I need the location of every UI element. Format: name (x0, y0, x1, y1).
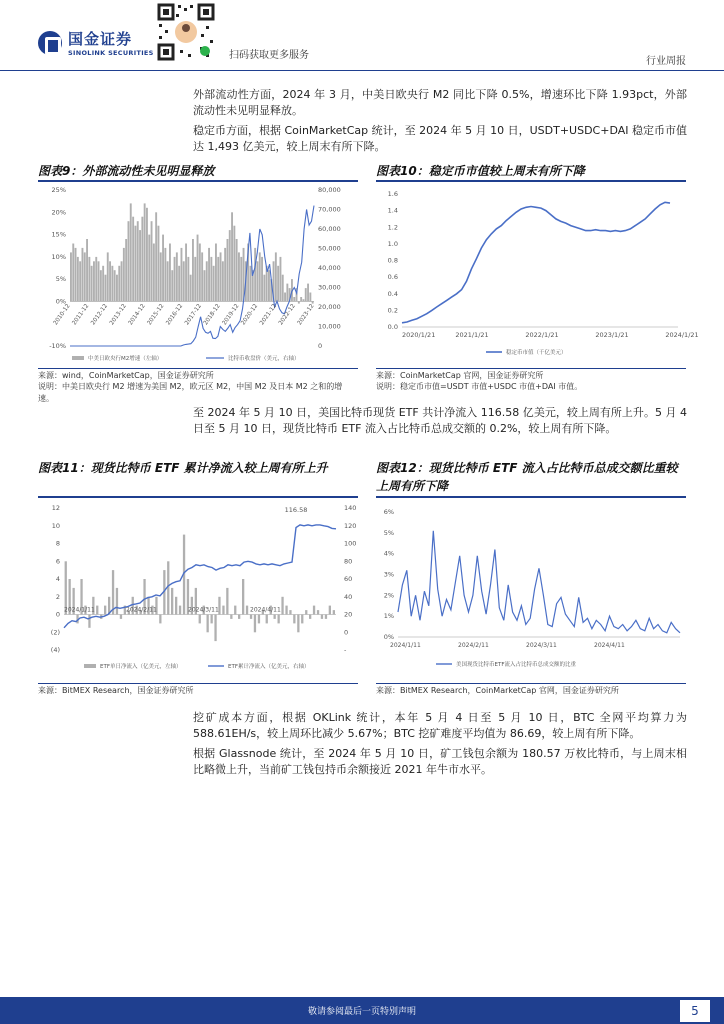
fig11-daily-bar (297, 615, 299, 633)
fig11-daily-bar (293, 615, 295, 624)
fig9-m2-bar (121, 261, 123, 301)
fig9-m2-bar (199, 244, 201, 302)
paragraph-etf: 至 2024 年 5 月 10 日，美国比特币现货 ETF 共计净流入 116.58 亿美元，较上周有所上升。5 月 4 日至 5 月 10 日，现货比特币 ETF 流入占比特币总成交额的 0.2%，较上周有所下降。 (193, 406, 687, 435)
fig9-y-right-tick: 10,000 (318, 322, 341, 331)
fig9-m2-bar (210, 257, 212, 302)
fig9-y-left-tick: 0% (55, 297, 66, 306)
fig12-y-tick: 3% (383, 570, 394, 579)
fig9-m2-bar (109, 261, 111, 301)
fig11-legend-cumulative: ETF累计净流入（亿美元，右轴） (228, 664, 310, 670)
fig11-legend-daily: ETF单日净流入（亿美元，左轴） (100, 664, 182, 670)
fig12-y-tick: 6% (383, 508, 394, 516)
fig11-daily-bar (104, 606, 106, 615)
fig9-m2-bar (194, 257, 196, 302)
fig9-m2-bar (72, 244, 74, 302)
fig9-m2-bar (300, 297, 302, 302)
fig11-daily-bar (266, 615, 268, 624)
fig10-y-tick: 0.0 (387, 323, 398, 331)
fig11-daily-bar (175, 597, 177, 615)
fig11-daily-bar (278, 615, 280, 624)
logo-text-cn: 国金证券 (68, 30, 133, 48)
fig9-x-tick: 2022-12 (278, 303, 297, 327)
fig9-m2-bar (111, 266, 113, 302)
fig11-daily-bar (238, 615, 240, 619)
fig10-note: 说明：稳定币市值=USDT 市值+USDC 市值+DAI 市值。 (376, 382, 583, 391)
fig11-daily-bar (301, 615, 303, 624)
fig11-daily-bar (242, 579, 244, 615)
fig9-top-rule (38, 180, 358, 182)
fig9-bottom-rule (38, 368, 358, 369)
fig11-daily-bar (230, 615, 232, 619)
fig11-bottom-rule (38, 683, 358, 684)
fig11-daily-bar (226, 588, 228, 615)
fig9-y-left-tick: 5% (55, 275, 66, 284)
fig11-y-right-tick: 40 (344, 592, 353, 601)
paragraph-stablecoin: 稳定币方面，根据 CoinMarketCap 统计，至 2024 年 5 月 10 日，USDT+USDC+DAI 稳定币市值达 1,493 亿美元，较上周末有所下降。 (193, 124, 687, 153)
fig9-y-right-tick: 60,000 (318, 225, 341, 233)
logo-text-en: SINOLINK SECURITIES (68, 49, 154, 57)
fig9-m2-bar (185, 244, 187, 302)
fig9-m2-bar (181, 248, 183, 302)
fig11-daily-bar (321, 615, 323, 619)
fig9-m2-bar (162, 235, 164, 302)
fig12-bottom-rule (376, 683, 686, 684)
fig9-m2-bar (84, 252, 86, 301)
fig9-m2-bar (231, 212, 233, 301)
fig9-m2-bar (280, 257, 282, 302)
fig11-daily-bar (96, 606, 98, 615)
fig9-m2-bar (151, 221, 153, 301)
fig9-source: 来源：wind，CoinMarketCap，国金证券研究所 (38, 371, 214, 380)
fig9-m2-bar (155, 212, 157, 301)
fig12-x-tick: 2024/2/11 (458, 642, 489, 649)
fig10-stablecoin-line (402, 202, 670, 322)
paragraph-glassnode: 根据 Glassnode 统计，至 2024 年 5 月 10 日，矿工钱包余额为 180.57 万枚比特币，与上周末相比略微上升，当前矿工钱包持币余额接近 2021 年牛市水平。 (193, 747, 687, 776)
fig10-x-tick: 2020/1/21 (402, 331, 436, 339)
fig9-x-tick: 2023-12 (296, 303, 316, 327)
fig9-m2-bar (141, 217, 143, 302)
fig9-m2-bar (137, 221, 139, 301)
fig9-x-tick: 2017-12 (184, 303, 204, 327)
fig10-bottom-rule (376, 368, 686, 369)
fig9-m2-bar (82, 248, 84, 302)
fig9-x-tick: 2014-12 (127, 303, 147, 327)
fig9-note: 说明：中美日欧央行 M2 增速为美国 M2，欧元区 M2，中国 M2 及日本 M2 之和的增速。 (38, 382, 343, 403)
fig9-m2-bar (174, 257, 176, 302)
fig9-m2-bar (75, 248, 77, 302)
fig9-m2-bar (88, 257, 90, 302)
fig9-m2-bar (107, 252, 109, 301)
fig9-x-tick: 2010-12 (52, 303, 72, 327)
fig9-m2-bar (93, 261, 95, 301)
fig10-y-tick: 0.6 (387, 273, 398, 282)
fig11-y-right-tick: 60 (344, 575, 353, 583)
fig9-m2-bar (98, 261, 100, 301)
fig9-m2-bar (227, 239, 229, 301)
fig11-daily-bar (246, 606, 248, 615)
report-category: 行业周报 (646, 56, 686, 67)
fig10-y-tick: 0.8 (387, 256, 398, 265)
fig9-y-right-tick: 30,000 (318, 283, 341, 292)
fig9-x-tick: 2016-12 (165, 303, 185, 327)
fig9-m2-bar (257, 261, 259, 301)
fig11-daily-bar (211, 615, 213, 624)
fig9-m2-bar (259, 252, 261, 301)
fig11-y-left-tick: 8 (55, 539, 60, 548)
fig11-y-left-tick: 6 (55, 557, 60, 566)
fig11-y-left-tick: 10 (51, 521, 60, 530)
sinolink-logo-icon (38, 31, 62, 55)
fig9-m2-bar (148, 235, 150, 302)
qr-code-icon[interactable] (156, 2, 216, 62)
fig11-y-right-tick: 100 (344, 539, 357, 548)
paragraph-mining: 挖矿成本方面，根据 OKLink 统计，本年 5 月 4 日至 5 月 10 日，BTC 全网平均算力为 588.61EH/s，较上周环比减少 5.67%；BTC 挖矿难度平均值为 86.69，较上周有所下降。 (193, 711, 687, 740)
fig10-x-tick: 2021/1/21 (455, 331, 489, 339)
fig12-y-tick: 2% (383, 591, 394, 600)
fig11-y-left-tick: 0 (55, 610, 60, 619)
fig11-daily-bar (254, 615, 256, 633)
fig9-m2-bar (217, 257, 219, 302)
fig12-top-rule (376, 496, 686, 498)
fig11-daily-bar (159, 615, 161, 624)
fig12-y-tick: 0% (383, 633, 394, 641)
fig11-daily-bar (179, 606, 181, 615)
fig11-daily-bar (120, 615, 122, 619)
fig9-m2-bar (130, 203, 132, 301)
fig9-m2-bar (164, 248, 166, 302)
fig9-m2-bar (91, 266, 93, 302)
paragraph-liquidity: 外部流动性方面，2024 年 3 月，中美日欧央行 M2 同比下降 0.5%，增速环比下降 1.93pct，外部流动性未见明显释放。 (193, 88, 687, 117)
fig11-source: 来源：BitMEX Research，国金证券研究所 (38, 686, 194, 695)
fig9-x-tick: 2019-12 (221, 303, 241, 327)
fig9-m2-bar (79, 261, 81, 301)
fig11-title: 图表11：现货比特币 ETF 累计净流入较上周有所上升 (38, 461, 328, 475)
fig10-x-tick: 2023/1/21 (595, 331, 629, 339)
fig11-daily-bar (214, 615, 216, 642)
fig12-title: 图表12：现货比特币 ETF 流入占比特币总成交额比重较上周有所下降 (376, 461, 678, 493)
fig11-y-left-tick: 2 (55, 592, 60, 601)
fig9-m2-bar (190, 275, 192, 302)
fig9-m2-bar (77, 257, 79, 302)
fig12-x-tick: 2024/1/11 (390, 642, 421, 649)
fig10-y-tick: 0.2 (387, 306, 398, 315)
fig10-x-tick: 2022/1/21 (525, 331, 559, 339)
fig9-m2-bar (192, 239, 194, 301)
fig9-m2-bar (277, 266, 279, 302)
fig9-m2-bar (146, 208, 148, 302)
fig9-m2-bar (206, 261, 208, 301)
fig9-m2-bar (197, 235, 199, 302)
fig11-x-tick: 2024/2/11 (126, 606, 157, 614)
fig9-m2-bar (250, 266, 252, 302)
fig9-legend-btc: 比特币收盘价（美元，右轴） (228, 356, 300, 362)
fig9-m2-bar (284, 293, 286, 302)
fig9-m2-bar (160, 252, 162, 301)
fig9-m2-bar (128, 221, 130, 301)
fig9-m2-bar (204, 270, 206, 301)
fig11-y-left-tick: (2) (50, 628, 60, 637)
fig9-chart (38, 184, 358, 366)
fig11-top-rule (38, 496, 358, 498)
fig10-source: 来源：CoinMarketCap 官网，国金证券研究所 (376, 371, 544, 380)
fig10-y-tick: 1.2 (387, 223, 398, 232)
fig11-daily-bar (317, 610, 319, 614)
fig12-y-tick: 4% (383, 549, 394, 558)
fig10-y-tick: 0.4 (387, 289, 398, 298)
fig9-m2-bar (240, 257, 242, 302)
fig11-daily-bar (305, 610, 307, 614)
fig9-m2-bar (118, 266, 120, 302)
fig9-m2-bar (201, 252, 203, 301)
fig11-daily-bar (289, 610, 291, 614)
fig9-y-right-tick: 50,000 (318, 244, 341, 253)
fig9-m2-bar (102, 266, 104, 302)
fig11-daily-bar (112, 570, 114, 614)
fig10-y-tick: 1.0 (387, 239, 398, 248)
fig9-m2-bar (261, 257, 263, 302)
fig11-y-right-tick: 0 (344, 628, 349, 637)
fig9-m2-bar (309, 293, 311, 302)
fig9-x-tick: 2018-12 (202, 303, 222, 327)
fig10-x-tick: 2024/1/21 (665, 331, 699, 339)
fig11-annotation: 116.58 (284, 506, 308, 514)
fig10-y-tick: 1.4 (387, 206, 398, 215)
fig9-m2-bar (158, 226, 160, 302)
fig9-m2-bar (153, 244, 155, 302)
fig11-daily-bar (281, 597, 283, 615)
fig12-y-tick: 5% (383, 528, 394, 537)
fig10-title: 图表10：稳定币市值较上周末有所下降 (376, 164, 585, 178)
fig9-m2-bar (238, 252, 240, 301)
fig12-chart (376, 500, 686, 682)
fig9-m2-bar (167, 261, 169, 301)
fig12-x-tick: 2024/4/11 (594, 642, 625, 649)
fig11-daily-bar (88, 615, 90, 628)
fig11-y-right-tick: 140 (344, 504, 357, 512)
fig11-legend-bar-swatch (84, 664, 96, 668)
fig9-y-left-tick: -10% (49, 342, 66, 350)
fig9-title: 图表9：外部流动性未见明显释放 (38, 164, 215, 178)
fig9-m2-bar (236, 239, 238, 301)
fig12-x-tick: 2024/3/11 (526, 642, 557, 649)
sinolink-logo (38, 28, 154, 57)
fig12-legend: 美国现货比特币ETF流入占比特币总成交额的比重 (456, 662, 576, 668)
fig11-y-left-tick: 12 (51, 504, 60, 512)
fig9-y-left-tick: 10% (51, 252, 66, 261)
fig9-x-tick: 2021-12 (259, 303, 279, 327)
fig12-share-line (398, 531, 680, 633)
fig9-x-tick: 2020-12 (240, 303, 260, 327)
fig9-m2-bar (132, 217, 134, 302)
fig9-m2-bar (123, 248, 125, 302)
fig11-daily-bar (285, 606, 287, 615)
fig9-y-left-tick: 20% (51, 208, 66, 217)
fig11-x-tick: 2024/1/11 (64, 606, 95, 614)
fig12-source: 来源：BitMEX Research，CoinMarketCap 官网，国金证券研究所 (376, 686, 619, 695)
fig11-y-left-tick: 4 (55, 575, 60, 583)
fig9-m2-bar (293, 297, 295, 302)
fig11-daily-bar (309, 615, 311, 619)
fig9-m2-bar (229, 230, 231, 301)
fig11-chart (38, 500, 358, 682)
fig11-daily-bar (274, 615, 276, 619)
fig11-daily-bar (313, 606, 315, 615)
fig9-legend-bar-swatch (72, 356, 84, 360)
fig9-y-right-tick: 70,000 (318, 205, 341, 214)
fig9-m2-bar (100, 270, 102, 301)
fig9-y-left-tick: 25% (51, 186, 66, 194)
fig9-x-tick: 2015-12 (146, 303, 166, 327)
fig11-y-left-tick: (4) (50, 646, 60, 654)
header-divider (0, 70, 724, 71)
fig9-m2-bar (307, 284, 309, 302)
fig9-m2-bar (105, 275, 107, 302)
fig11-daily-bar (234, 606, 236, 615)
fig9-x-tick: 2013-12 (109, 303, 128, 327)
fig11-daily-bar (222, 606, 224, 615)
fig12-y-tick: 1% (383, 612, 394, 621)
page-number: 5 (680, 1000, 710, 1022)
fig9-m2-bar (224, 248, 226, 302)
fig9-m2-bar (178, 266, 180, 302)
fig11-y-right-tick: 20 (344, 610, 353, 619)
fig9-m2-bar (282, 275, 284, 302)
fig10-chart (376, 184, 699, 366)
fig9-m2-bar (125, 239, 127, 301)
fig9-m2-bar (144, 203, 146, 301)
fig9-m2-bar (183, 261, 185, 301)
footer-disclaimer: 敬请参阅最后一页特别声明 (307, 1007, 416, 1017)
fig11-daily-bar (250, 615, 252, 619)
fig9-m2-bar (208, 248, 210, 302)
fig9-y-right-tick: 20,000 (318, 303, 341, 311)
fig9-m2-bar (114, 270, 116, 301)
fig11-daily-bar (329, 606, 331, 615)
fig9-m2-bar (298, 301, 300, 303)
fig9-m2-bar (135, 226, 137, 302)
fig9-m2-bar (254, 248, 256, 302)
fig9-y-right-tick: 0 (318, 342, 323, 350)
fig10-top-rule (376, 180, 686, 182)
fig11-daily-bar (333, 610, 335, 614)
fig10-y-tick: 1.6 (387, 190, 398, 198)
fig9-m2-bar (139, 230, 141, 301)
fig9-m2-bar (215, 244, 217, 302)
fig9-m2-bar (275, 252, 277, 301)
fig11-daily-bar (258, 615, 260, 624)
fig9-m2-bar (222, 261, 224, 301)
fig9-m2-bar (171, 270, 173, 301)
page-header (0, 0, 724, 72)
fig9-m2-bar (187, 257, 189, 302)
fig9-m2-bar (268, 270, 270, 301)
fig9-m2-bar (305, 288, 307, 301)
fig11-daily-bar (199, 615, 201, 624)
fig11-daily-bar (325, 615, 327, 619)
fig9-m2-bar (70, 252, 72, 301)
fig9-m2-bar (176, 252, 178, 301)
fig11-y-right-tick: - (344, 646, 347, 654)
fig9-m2-bar (116, 275, 118, 302)
fig9-m2-bar (213, 266, 215, 302)
fig9-m2-bar (312, 301, 314, 303)
fig11-daily-bar (116, 588, 118, 615)
fig9-m2-bar (303, 299, 305, 301)
fig11-y-right-tick: 120 (344, 521, 357, 530)
fig9-legend-m2: 中美日欧央行M2增速（左轴） (88, 356, 163, 362)
fig11-y-right-tick: 80 (344, 557, 353, 566)
fig9-m2-bar (86, 239, 88, 301)
qr-caption: 扫码获取更多服务 (229, 50, 309, 61)
fig9-m2-bar (286, 284, 288, 302)
fig9-x-tick: 2012-12 (90, 303, 110, 327)
fig11-x-tick: 2024/3/11 (188, 606, 219, 614)
fig11-x-tick: 2024/4/11 (250, 606, 281, 614)
fig9-m2-bar (263, 275, 265, 302)
fig9-m2-bar (233, 226, 235, 302)
fig9-m2-bar (169, 244, 171, 302)
fig11-daily-bar (207, 615, 209, 633)
fig9-y-left-tick: 15% (51, 230, 66, 239)
fig9-x-tick: 2011-12 (71, 303, 91, 327)
fig9-m2-bar (220, 252, 222, 301)
fig9-y-right-tick: 40,000 (318, 264, 341, 272)
fig9-m2-bar (95, 257, 97, 302)
fig11-daily-bar (171, 588, 173, 615)
fig10-legend: 稳定币市值（千亿美元） (506, 350, 567, 356)
fig9-y-right-tick: 80,000 (318, 186, 341, 194)
